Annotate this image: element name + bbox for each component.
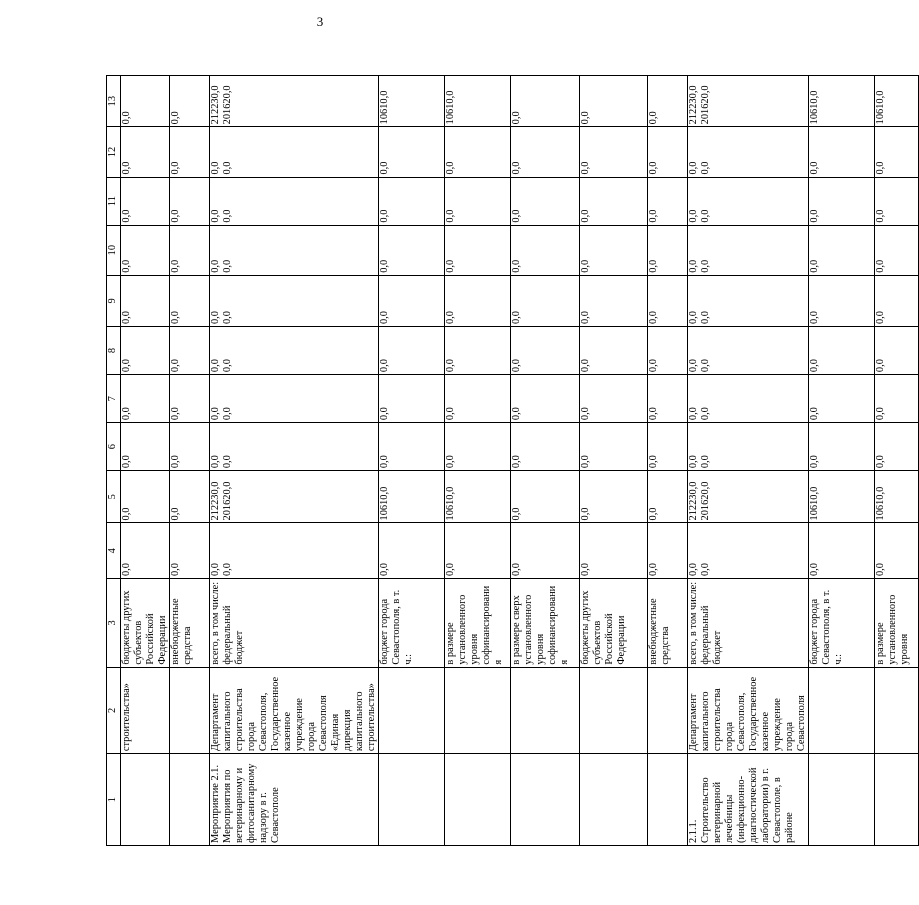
value-cell: 0,0	[170, 177, 210, 225]
value-cell: 0,0	[875, 523, 919, 579]
value-cell: 0,0	[511, 523, 580, 579]
funding-source-cell: внебюджетные средства	[648, 579, 688, 668]
funding-source-cell: бюджеты других субъектов Российской Федерации	[580, 579, 648, 668]
column-number: 2	[107, 667, 121, 754]
value-cell: 0,0	[580, 327, 648, 375]
funding-source-cell: бюджет города Севастополя, в т. ч.:	[809, 579, 875, 668]
value-cell: 0,0	[379, 423, 445, 471]
value-cell: 10610,0	[445, 471, 511, 523]
value-cell: 0,0	[809, 423, 875, 471]
value-cell: 0,0	[580, 76, 648, 127]
value-cell: 0,0	[580, 471, 648, 523]
value-cell: 0,0	[809, 523, 875, 579]
value-cell: 212230,0 201620,0	[210, 76, 379, 127]
funding-source-cell: в размере сверх установленного уровня софинансирования	[511, 579, 580, 668]
value-cell: 0,0	[580, 127, 648, 177]
funding-table	[106, 75, 919, 846]
value-cell: 0,0	[875, 375, 919, 423]
value-cell: 10610,0	[379, 471, 445, 523]
value-cell: 0,0	[379, 327, 445, 375]
value-cell: 0,0	[809, 177, 875, 225]
table-row	[809, 76, 875, 846]
executor-cell: строительства»	[121, 667, 170, 754]
value-cell: 0,0	[170, 471, 210, 523]
value-cell: 0,0	[648, 275, 688, 326]
value-cell: 0,0	[648, 177, 688, 225]
column-number: 11	[107, 177, 121, 225]
value-cell: 0,0	[445, 523, 511, 579]
value-cell: 0,0	[809, 225, 875, 275]
value-cell: 10610,0	[875, 471, 919, 523]
value-cell: 0,0	[445, 127, 511, 177]
column-number: 10	[107, 225, 121, 275]
funding-source-cell: в размере установленного уровня софинансирования	[445, 579, 511, 668]
value-cell: 0,0 0,0	[688, 375, 809, 423]
measure-name-cell	[170, 754, 210, 846]
value-cell: 0,0	[809, 327, 875, 375]
table-row	[511, 76, 580, 846]
value-cell: 0,0 0,0	[688, 275, 809, 326]
executor-cell	[809, 667, 875, 754]
column-number: 1	[107, 754, 121, 846]
value-cell: 0,0	[121, 225, 170, 275]
value-cell: 0,0 0,0	[210, 225, 379, 275]
value-cell: 0,0	[379, 177, 445, 225]
value-cell: 0,0	[580, 523, 648, 579]
value-cell: 0,0 0,0	[688, 127, 809, 177]
value-cell: 0,0	[121, 375, 170, 423]
value-cell: 0,0	[121, 327, 170, 375]
value-cell: 10610,0	[875, 76, 919, 127]
value-cell: 0,0	[379, 275, 445, 326]
column-number: 12	[107, 127, 121, 177]
value-cell: 0,0	[121, 523, 170, 579]
funding-source-cell: внебюджетные средства	[170, 579, 210, 668]
column-number-row	[107, 76, 121, 846]
value-cell: 0,0	[809, 275, 875, 326]
executor-cell	[379, 667, 445, 754]
value-cell: 10610,0	[445, 76, 511, 127]
value-cell: 0,0	[170, 275, 210, 326]
executor-cell: Департамент капитального строительства города Севастополя, Государственное казенное учреждение города Севастополя «Единая дирекция капитального строительства»	[210, 667, 379, 754]
executor-cell	[648, 667, 688, 754]
funding-source-cell: бюджеты других субъектов Российской Федерации	[121, 579, 170, 668]
value-cell: 0,0	[648, 76, 688, 127]
executor-cell: Департамент капитального строительства города Севастополя, Государственное казенное учреждение города Севастополя	[688, 667, 809, 754]
value-cell: 0,0	[445, 375, 511, 423]
table-row	[379, 76, 445, 846]
measure-name-cell	[875, 754, 919, 846]
value-cell: 0,0	[648, 127, 688, 177]
funding-source-cell: всего, в том числе: федеральный бюджет	[688, 579, 809, 668]
measure-name-cell	[580, 754, 648, 846]
value-cell: 0,0	[875, 127, 919, 177]
table-row	[688, 76, 809, 846]
value-cell: 0,0	[445, 327, 511, 375]
funding-source-cell: всего, в том числе: федеральный бюджет	[210, 579, 379, 668]
executor-cell	[511, 667, 580, 754]
value-cell: 0,0	[379, 523, 445, 579]
value-cell: 0,0 0,0	[688, 177, 809, 225]
value-cell: 0,0 0,0	[688, 225, 809, 275]
value-cell: 0,0	[170, 423, 210, 471]
measure-name-cell	[809, 754, 875, 846]
value-cell: 0,0	[379, 225, 445, 275]
value-cell: 0,0	[648, 327, 688, 375]
measure-name-cell: 2.1.1. Строительство ветеринарной лечебницы (инфекционно-диагностической лаборатории) в г. Севастополе, в районе	[688, 754, 809, 846]
value-cell: 0,0 0,0	[210, 523, 379, 579]
value-cell: 0,0	[580, 177, 648, 225]
rotated-table-container	[106, 75, 910, 846]
value-cell: 0,0	[121, 275, 170, 326]
value-cell: 0,0	[580, 423, 648, 471]
measure-name-cell	[511, 754, 580, 846]
value-cell: 0,0	[445, 275, 511, 326]
value-cell: 0,0	[580, 275, 648, 326]
value-cell: 0,0	[875, 327, 919, 375]
column-number: 7	[107, 375, 121, 423]
column-number: 4	[107, 523, 121, 579]
value-cell: 0,0	[648, 471, 688, 523]
column-number: 9	[107, 275, 121, 326]
value-cell: 0,0 0,0	[210, 423, 379, 471]
funding-source-cell: в размере установленного уровня	[875, 579, 919, 668]
value-cell: 0,0	[445, 225, 511, 275]
value-cell: 0,0	[170, 76, 210, 127]
value-cell: 0,0	[875, 423, 919, 471]
measure-name-cell: Мероприятие 2.1. Мероприятия по ветеринарному и фитосанитарному надзору в г. Севастополе	[210, 754, 379, 846]
table-row	[170, 76, 210, 846]
column-number: 6	[107, 423, 121, 471]
value-cell: 0,0	[121, 127, 170, 177]
value-cell: 0,0	[170, 523, 210, 579]
table-row	[121, 76, 170, 846]
measure-name-cell	[648, 754, 688, 846]
table-row	[875, 76, 919, 846]
value-cell: 0,0	[511, 225, 580, 275]
column-number: 13	[107, 76, 121, 127]
value-cell: 0,0	[648, 225, 688, 275]
value-cell: 0,0 0,0	[210, 327, 379, 375]
value-cell: 0,0	[121, 423, 170, 471]
table-row	[210, 76, 379, 846]
value-cell: 0,0	[379, 127, 445, 177]
value-cell: 0,0	[511, 127, 580, 177]
value-cell: 0,0	[511, 423, 580, 471]
value-cell: 0,0	[809, 375, 875, 423]
table-row	[648, 76, 688, 846]
value-cell: 0,0	[648, 523, 688, 579]
value-cell: 212230,0 201620,0	[688, 471, 809, 523]
value-cell: 0,0	[875, 275, 919, 326]
value-cell: 0,0	[511, 177, 580, 225]
value-cell: 0,0	[511, 471, 580, 523]
column-number: 8	[107, 327, 121, 375]
funding-source-cell: бюджет города Севастополя, в т. ч.:	[379, 579, 445, 668]
value-cell: 10610,0	[809, 76, 875, 127]
value-cell: 0,0	[875, 177, 919, 225]
value-cell: 0,0	[121, 177, 170, 225]
value-cell: 0,0	[170, 375, 210, 423]
value-cell: 0,0	[121, 76, 170, 127]
value-cell: 10610,0	[379, 76, 445, 127]
value-cell: 0,0 0,0	[688, 423, 809, 471]
page-number: 3	[316, 14, 324, 29]
value-cell: 10610,0	[809, 471, 875, 523]
value-cell: 0,0 0,0	[210, 275, 379, 326]
value-cell: 0,0	[511, 76, 580, 127]
value-cell: 0,0	[809, 127, 875, 177]
value-cell: 0,0	[445, 423, 511, 471]
value-cell: 0,0	[511, 327, 580, 375]
value-cell: 0,0	[580, 225, 648, 275]
value-cell: 0,0	[445, 177, 511, 225]
value-cell: 0,0 0,0	[210, 375, 379, 423]
value-cell: 0,0	[379, 375, 445, 423]
measure-name-cell	[379, 754, 445, 846]
value-cell: 212230,0 201620,0	[210, 471, 379, 523]
value-cell: 0,0 0,0	[210, 127, 379, 177]
column-number: 3	[107, 579, 121, 668]
executor-cell	[875, 667, 919, 754]
value-cell: 0,0 0,0	[210, 177, 379, 225]
executor-cell	[170, 667, 210, 754]
value-cell: 212230,0 201620,0	[688, 76, 809, 127]
value-cell: 0,0	[511, 375, 580, 423]
measure-name-cell	[121, 754, 170, 846]
executor-cell	[445, 667, 511, 754]
measure-name-cell	[445, 754, 511, 846]
value-cell: 0,0	[580, 375, 648, 423]
column-number: 5	[107, 471, 121, 523]
value-cell: 0,0 0,0	[688, 327, 809, 375]
value-cell: 0,0	[875, 225, 919, 275]
executor-cell	[580, 667, 648, 754]
value-cell: 0,0	[170, 225, 210, 275]
value-cell: 0,0	[121, 471, 170, 523]
value-cell: 0,0	[648, 375, 688, 423]
value-cell: 0,0 0,0	[688, 523, 809, 579]
table-row	[445, 76, 511, 846]
value-cell: 0,0	[648, 423, 688, 471]
value-cell: 0,0	[170, 327, 210, 375]
value-cell: 0,0	[511, 275, 580, 326]
value-cell: 0,0	[170, 127, 210, 177]
table-row	[580, 76, 648, 846]
